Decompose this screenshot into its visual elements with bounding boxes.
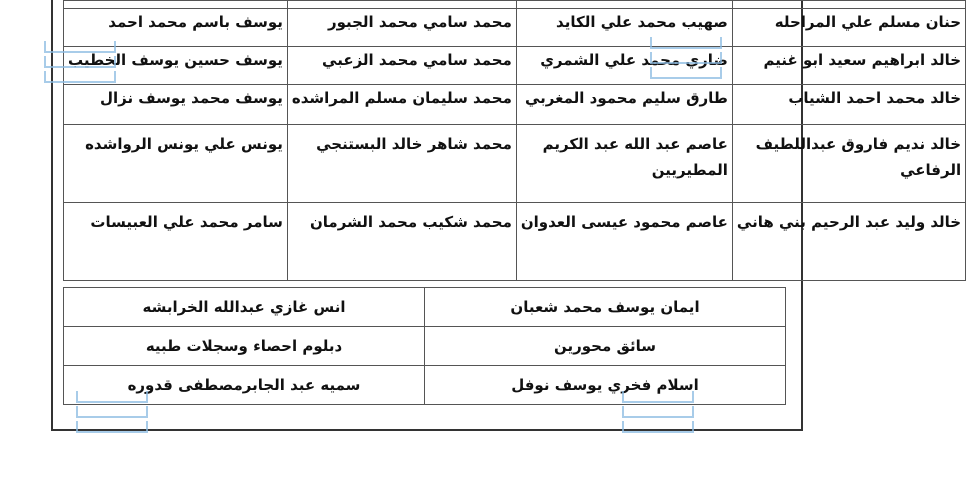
table-row [64,327,786,366]
pairs-table [63,287,786,405]
table-row [64,85,966,125]
table-cell: محمد شاهر خالد البستنجي [287,125,516,203]
table-cell: خالد محمد احمد الشياب [732,85,965,125]
table-cell: محمد شكيب محمد الشرمان [287,203,516,281]
table-cell: محمد سامي محمد الجبور [287,9,516,47]
table-cell: خالد وليد عبد الرحيم بني هاني [732,203,965,281]
table-row [64,366,786,405]
names-table [63,0,966,281]
table-cell: خالد ابراهيم سعيد ابو غنيم [732,47,965,85]
table-cell: خالد نديم فاروق عبداللطيف الرفاعي [732,125,965,203]
table-cell: طارق سليم محمود المغربي [516,85,732,125]
table-cell: دبلوم احصاء وسجلات طبيه [64,327,425,366]
table-cell: سميه عبد الجابرمصطفى قدوره [64,366,425,405]
table-cell: يونس علي يونس الرواشده [64,125,288,203]
table-row [64,125,966,203]
table-cell: يوسف محمد يوسف نزال [64,85,288,125]
table-cell: يوسف حسين يوسف الخطيب [64,47,288,85]
table-row [64,203,966,281]
table-row [64,47,966,85]
table-cell: عاصم محمود عيسى العدوان [516,203,732,281]
table-row [64,1,966,9]
table-cell: صهيب محمد علي الكايد [516,9,732,47]
table-row [64,9,966,47]
table-cell: محمد سامي محمد الزعبي [287,47,516,85]
table-cell: محمد سليمان مسلم المراشده [287,85,516,125]
table-cell: عاصم عبد الله عبد الكريم المطيريين [516,125,732,203]
table-cell: سامر محمد علي العبيسات [64,203,288,281]
table-cell: سائق محورين [425,327,786,366]
table-row [64,288,786,327]
table-cell: حنان مسلم علي المراحله [732,9,965,47]
table-cell: ضاري محمد علي الشمري [516,47,732,85]
table-cell: يوسف باسم محمد احمد [64,9,288,47]
table-cell: انس غازي عبدالله الخرابشه [64,288,425,327]
table-cell: اسلام فخري يوسف نوفل [425,366,786,405]
table-cell: ايمان يوسف محمد شعبان [425,288,786,327]
